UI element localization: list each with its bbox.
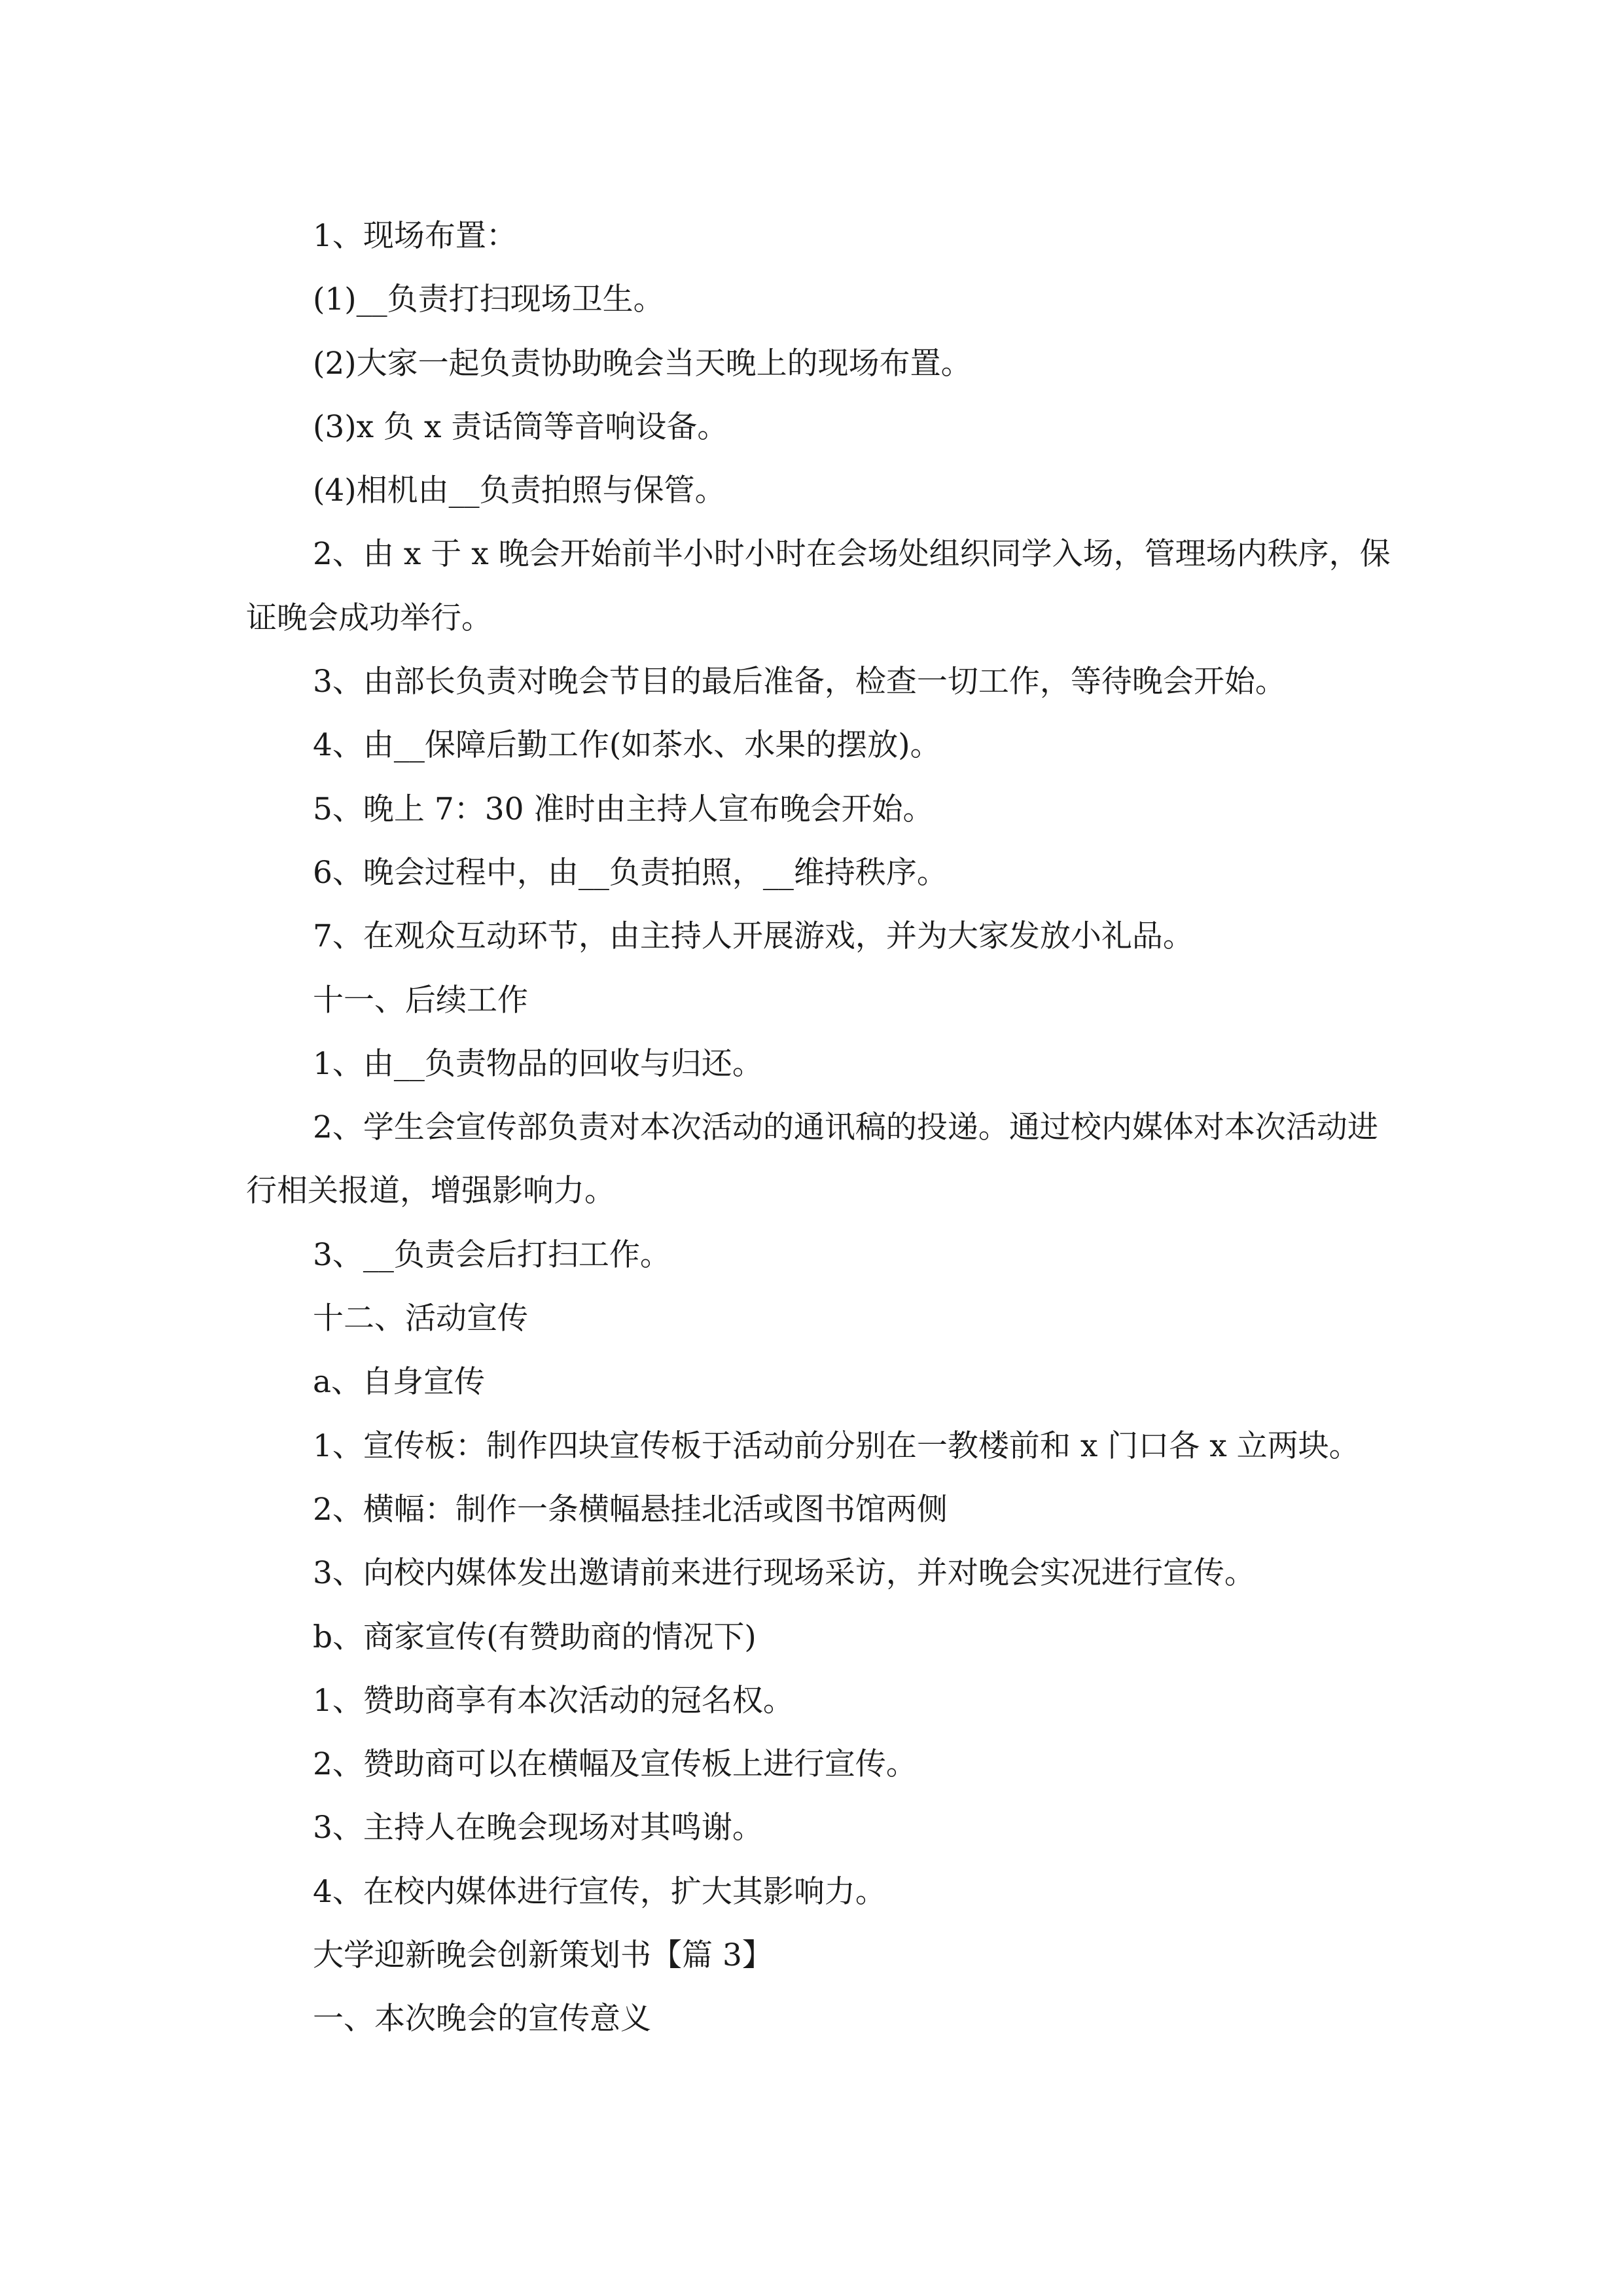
paragraph: 2、横幅：制作一条横幅悬挂北活或图书馆两侧 <box>313 1491 948 1528</box>
section-heading: 十二、活动宣传 <box>313 1300 528 1337</box>
document-body <box>246 204 1402 2051</box>
paragraph: 1、由__负责物品的回收与归还。 <box>313 1045 763 1082</box>
paragraph: 5、晚上 7：30 准时由主持人宣布晚会开始。 <box>313 791 934 827</box>
paragraph: (1)__负责打扫现场卫生。 <box>313 281 664 318</box>
paragraph: (3)x 负 x 责话筒等音响设备。 <box>313 408 728 445</box>
paragraph: 1、宣传板：制作四块宣传板于活动前分别在一教楼前和 x 门口各 x 立两块。 <box>313 1427 1360 1464</box>
paragraph: (4)相机由__负责拍照与保管。 <box>313 473 726 509</box>
paragraph: 2、由 x 于 x 晚会开始前半小时小时在会场处组织同学入场，管理场内秩序，保证晚会成功举行。 <box>246 536 1391 636</box>
paragraph: 3、__负责会后打扫工作。 <box>313 1236 671 1273</box>
paragraph: 4、在校内媒体进行宣传，扩大其影响力。 <box>313 1873 886 1910</box>
paragraph: 7、在观众互动环节，由主持人开展游戏，并为大家发放小礼品。 <box>313 918 1194 955</box>
paragraph: (2)大家一起负责协助晚会当天晚上的现场布置。 <box>313 345 972 382</box>
section-heading: 一、本次晚会的宣传意义 <box>313 2001 651 2037</box>
paragraph: 1、现场布置： <box>313 218 517 254</box>
paragraph: 4、由__保障后勤工作(如茶水、水果的摆放)。 <box>313 727 941 764</box>
subsection-heading: a、自身宣传 <box>313 1364 486 1401</box>
paragraph: 1、赞助商享有本次活动的冠名权。 <box>313 1682 794 1719</box>
document-title: 大学迎新晚会创新策划书【篇 3】 <box>313 1937 773 1974</box>
paragraph: 2、赞助商可以在横幅及宣传板上进行宣传。 <box>313 1746 917 1783</box>
subsection-heading: b、商家宣传(有赞助商的情况下) <box>313 1619 757 1655</box>
section-heading: 十一、后续工作 <box>313 982 528 1018</box>
paragraph: 3、向校内媒体发出邀请前来进行现场采访，并对晚会实况进行宣传。 <box>313 1555 1255 1592</box>
paragraph: 3、主持人在晚会现场对其鸣谢。 <box>313 1810 763 1846</box>
paragraph: 6、晚会过程中，由__负责拍照，__维持秩序。 <box>313 854 948 891</box>
paragraph: 3、由部长负责对晚会节目的最后准备，检查一切工作，等待晚会开始。 <box>313 664 1286 700</box>
paragraph: 2、学生会宣传部负责对本次活动的通讯稿的投递。通过校内媒体对本次活动进行相关报道，增强影响力。 <box>246 1109 1378 1210</box>
